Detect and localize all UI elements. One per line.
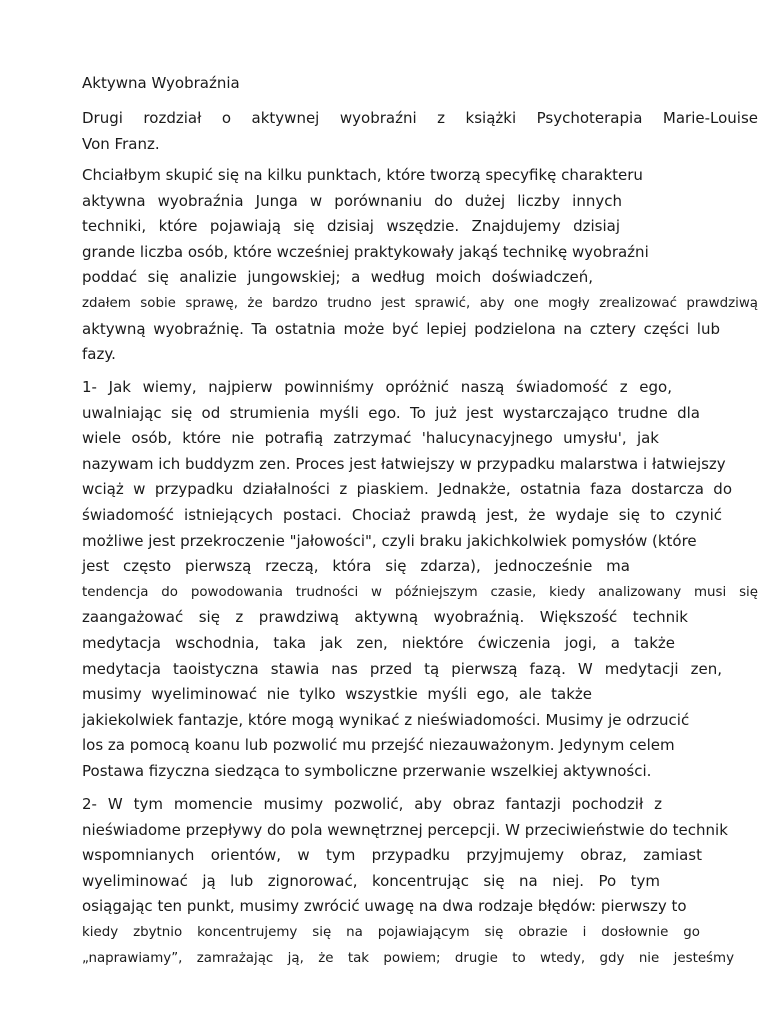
- paragraph-line: nieświadome przepływy do pola wewnętrznej percepcji. W przeciwieństwie do technik: [82, 820, 728, 839]
- paragraph-line: aktywna wyobraźnia Junga w porównaniu do dużej liczby innych: [82, 191, 622, 210]
- paragraph-line: tendencja do powodowania trudności w późniejszym czasie, kiedy analizowany musi się: [82, 584, 758, 600]
- paragraph-line: zdałem sobie sprawę, że bardzo trudno jest sprawić, aby one mogły zrealizować prawdziwą: [82, 295, 758, 311]
- paragraph-line: uwalniając się od strumienia myśli ego. To już jest wystarczająco trudne dla: [82, 403, 700, 422]
- paragraph-line: musimy wyeliminować nie tylko wszystkie myśli ego, ale także: [82, 685, 592, 704]
- paragraph-line: „naprawiamy”, zamrażając ją, że tak powiem; drugie to wtedy, gdy nie jesteśmy: [82, 950, 734, 966]
- paragraph-line: jest często pierwszą rzeczą, która się zdarza), jednocześnie ma: [82, 557, 630, 576]
- paragraph-line: techniki, które pojawiają się dzisiaj wszędzie. Znajdujemy dzisiaj: [82, 217, 620, 236]
- paragraph-line: kiedy zbytnio koncentrujemy się na pojawiającym się obrazie i dosłownie go: [82, 924, 700, 940]
- paragraph-line: fazy.: [82, 345, 116, 364]
- paragraph-line: medytacja taoistyczna stawia nas przed tą pierwszą fazą. W medytacji zen,: [82, 659, 722, 678]
- paragraph-3: [82, 375, 758, 785]
- paragraph-line: 1- Jak wiemy, najpierw powinniśmy opróżnić naszą świadomość z ego,: [82, 378, 672, 396]
- paragraph-line: Von Franz.: [82, 134, 160, 153]
- paragraph-line: medytacja wschodnia, taka jak zen, niektóre ćwiczenia jogi, a także: [82, 633, 675, 652]
- paragraph-line: aktywną wyobraźnię. Ta ostatnia może być lepiej podzielona na cztery części lub: [82, 319, 720, 338]
- paragraph-line: wciąż w przypadku działalności z piaskiem. Jednakże, ostatnia faza dostarcza do: [82, 480, 732, 499]
- document-title: Aktywna Wyobraźnia: [82, 74, 240, 92]
- paragraph-line: nazywam ich buddyzm zen. Proces jest łatwiejszy w przypadku malarstwa i łatwiejszy: [82, 454, 726, 473]
- paragraph-line: Drugi rozdział o aktywnej wyobraźni z książki Psychoterapia Marie-Louise: [82, 109, 758, 127]
- paragraph-line: wspomnianych orientów, w tym przypadku przyjmujemy obraz, zamiast: [82, 846, 702, 865]
- paragraph-line: Postawa fizyczna siedząca to symboliczne przerwanie wszelkiej aktywności.: [82, 761, 652, 780]
- paragraph-line: wyeliminować ją lub zignorować, koncentrując się na niej. Po tym: [82, 871, 660, 890]
- paragraph-line: 2- W tym momencie musimy pozwolić, aby obraz fantazji pochodził z: [82, 795, 662, 813]
- paragraph-line: możliwe jest przekroczenie "jałowości", czyli braku jakichkolwiek pomysłów (które: [82, 531, 697, 550]
- paragraph-line: grande liczba osób, które wcześniej praktykowały jakąś technikę wyobraźni: [82, 242, 649, 261]
- paragraph-line: osiągając ten punkt, musimy zwrócić uwagę na dwa rodzaje błędów: pierwszy to: [82, 897, 687, 916]
- paragraph-2: [82, 163, 758, 368]
- paragraph-line: świadomość istniejących postaci. Chociaż prawdą jest, że wydaje się to czynić: [82, 505, 722, 524]
- paragraph-line: zaangażować się z prawdziwą aktywną wyobraźnią. Większość technik: [82, 608, 688, 627]
- paragraph-line: Chciałbym skupić się na kilku punktach, które tworzą specyfikę charakteru: [82, 166, 643, 184]
- paragraph-line: jakiekolwiek fantazje, które mogą wynikać z nieświadomości. Musimy je odrzucić: [82, 710, 690, 729]
- paragraph-line: wiele osób, które nie potrafią zatrzymać 'halucynacyjnego umysłu', jak: [82, 429, 659, 448]
- paragraph-4: [82, 792, 758, 971]
- paragraph-1: [82, 106, 758, 157]
- paragraph-line: los za pomocą koanu lub pozwolić mu przejść niezauważonym. Jedynym celem: [82, 736, 675, 755]
- paragraph-line: poddać się analizie jungowskiej; a według moich doświadczeń,: [82, 268, 593, 287]
